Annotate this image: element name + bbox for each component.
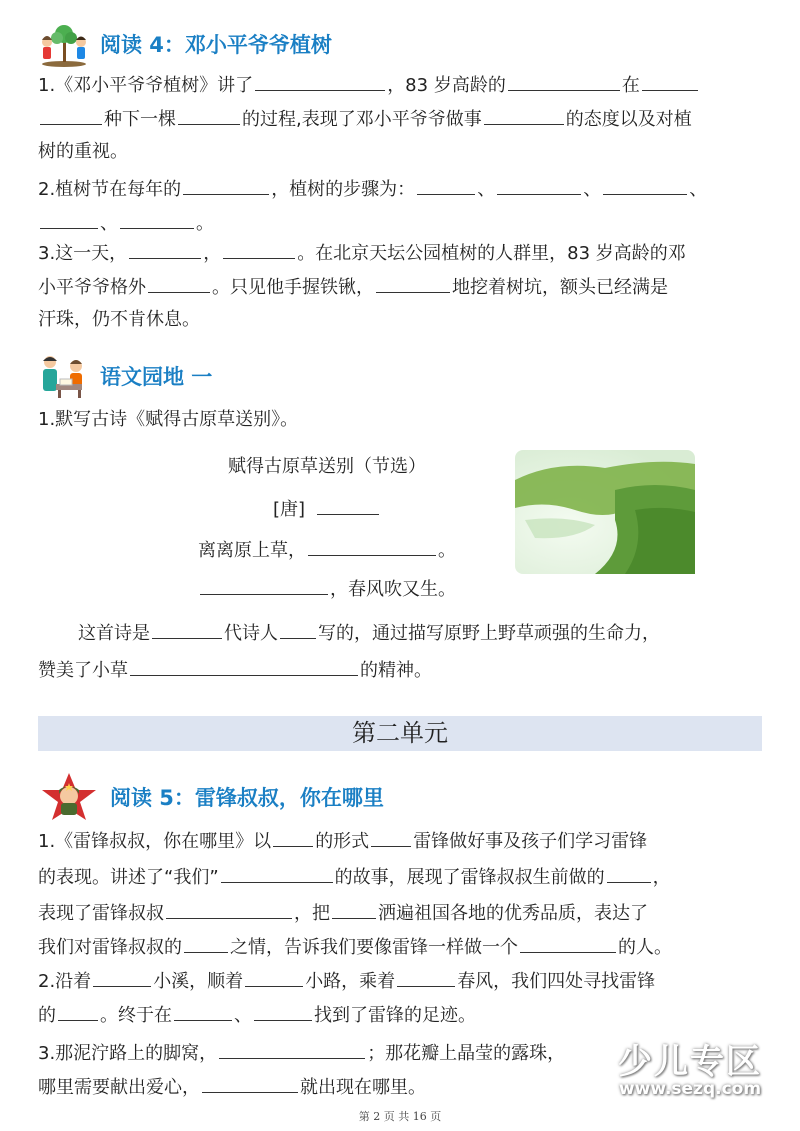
answer-blank[interactable] (497, 176, 581, 195)
question-text: ， (203, 243, 222, 264)
question-text: 汗珠，仍不肯休息。 (38, 309, 200, 330)
reading5-q1-line3 (38, 900, 648, 926)
reading4-q2-line1 (38, 176, 707, 202)
question-text: 的形式 (315, 831, 370, 852)
question-text: 表现了雷锋叔叔 (38, 903, 164, 924)
answer-blank[interactable] (166, 900, 292, 919)
question-text: 2.沿着 (38, 971, 92, 992)
separator: 、 (100, 213, 118, 234)
answer-blank[interactable] (200, 576, 328, 595)
answer-blank[interactable] (130, 657, 358, 676)
separator: 、 (477, 179, 496, 200)
answer-blank[interactable] (40, 210, 98, 229)
reading5-heading (38, 772, 384, 822)
reading4-q3-line1 (38, 240, 686, 266)
answer-blank[interactable] (332, 900, 376, 919)
question-text: 小平爷爷格外 (38, 277, 146, 298)
question-text: 雷锋做好事及孩子们学习雷锋 (413, 831, 648, 852)
question-text: 的精神。 (360, 660, 432, 681)
question-text: 写的，通过描写原野上野草顽强的生命力， (318, 623, 660, 644)
question-text: 洒遍祖国各地的优秀品质，表达了 (378, 903, 648, 924)
poem-note-line2 (38, 657, 432, 683)
poem-text: ，春风吹又生。 (330, 579, 456, 600)
question-text: 的故事，展现了雷锋叔叔生前做的 (334, 867, 605, 888)
answer-blank[interactable] (58, 1002, 98, 1021)
question-text: 小溪，顺着 (153, 971, 244, 992)
question-text: 之情，告诉我们要像雷锋一样做一个 (230, 937, 518, 958)
question-text: ，把 (294, 903, 330, 924)
answer-blank[interactable] (183, 176, 269, 195)
unit-2-banner: 第二单元 (38, 716, 762, 751)
answer-blank[interactable] (371, 828, 411, 847)
answer-blank[interactable] (607, 864, 651, 883)
poem-title-text: 赋得古原草送别（节选） (228, 456, 426, 477)
answer-blank[interactable] (280, 620, 316, 639)
answer-blank[interactable] (245, 968, 303, 987)
poem-text: 离离原上草， (198, 540, 306, 561)
separator: 、 (689, 179, 708, 200)
question-text: 的表现。讲述了“我们” (38, 867, 219, 888)
question-text: 树的重视。 (38, 141, 128, 162)
answer-blank[interactable] (148, 274, 210, 293)
reading4-title: 阅读 4：邓小平爷爷植树 (100, 33, 332, 57)
answer-blank[interactable] (255, 72, 385, 91)
reading4-q2-line2 (38, 210, 214, 236)
answer-blank[interactable] (174, 1002, 232, 1021)
question-text: 我们对雷锋叔叔的 (38, 937, 182, 958)
question-text: 1.《邓小平爷爷植树》讲了 (38, 75, 254, 96)
dynasty-label: [唐] (272, 499, 306, 520)
watermark-brand: 少儿专区 (618, 1042, 762, 1082)
question-text: 的态度以及对植 (565, 109, 692, 130)
question-text: 、 (234, 1005, 252, 1026)
poem-text: 。 (438, 540, 456, 561)
answer-blank[interactable] (178, 106, 240, 125)
question-text: 。只见他手握铁锹， (212, 277, 374, 298)
reading5-q2-line2 (38, 1002, 476, 1028)
answer-blank[interactable] (202, 1074, 298, 1093)
reading5-title: 阅读 5：雷锋叔叔，你在哪里 (110, 786, 384, 810)
answer-blank[interactable] (308, 537, 436, 556)
question-text: 3.那泥泞路上的脚窝， (38, 1043, 218, 1064)
answer-blank[interactable] (376, 274, 450, 293)
question-text: 种下一棵 (104, 109, 176, 130)
answer-blank[interactable] (221, 864, 333, 883)
question-text: 的过程,表现了邓小平爷爷做事 (242, 109, 482, 130)
question-text: 小路，乘着 (305, 971, 396, 992)
reading4-q1-line2 (38, 106, 692, 132)
question-text: 哪里需要献出爱心， (38, 1077, 200, 1098)
reading5-q2-line1 (38, 968, 655, 994)
answer-blank[interactable] (417, 176, 475, 195)
teacher-and-student-reading-icon (38, 352, 90, 400)
answer-blank[interactable] (520, 934, 616, 953)
separator: 、 (583, 179, 602, 200)
reading5-q3-line1 (38, 1040, 565, 1066)
question-text: 。在北京天坛公园植树的人群里，83 岁高龄的邓 (297, 243, 686, 264)
question-text: 。终于在 (100, 1005, 172, 1026)
reading5-q3-line2 (38, 1074, 426, 1100)
question-text: ；那花瓣上晶莹的露珠， (367, 1043, 566, 1064)
garden1-q1 (38, 408, 298, 432)
answer-blank[interactable] (184, 934, 228, 953)
site-watermark (590, 1034, 790, 1099)
answer-blank[interactable] (152, 620, 222, 639)
question-text: 1.《雷锋叔叔，你在哪里》以 (38, 831, 272, 852)
answer-blank[interactable] (120, 210, 194, 229)
grass-field-illustration (515, 450, 695, 574)
children-planting-tree-icon (38, 20, 90, 68)
answer-blank[interactable] (40, 106, 102, 125)
question-text: 代诗人 (224, 623, 278, 644)
question-text: 赞美了小草 (38, 660, 128, 681)
answer-blank[interactable] (219, 1040, 365, 1059)
question-text: 1.默写古诗《赋得古原草送别》。 (38, 409, 299, 430)
answer-blank[interactable] (223, 240, 295, 259)
answer-blank[interactable] (129, 240, 201, 259)
answer-blank[interactable] (397, 968, 455, 987)
reading4-q1-line3 (38, 140, 128, 164)
question-text: 这首诗是 (78, 623, 150, 644)
lei-feng-star-icon (38, 772, 100, 822)
watermark-url: www.sezq.com (618, 1079, 762, 1099)
question-text: ，83 岁高龄的 (387, 75, 506, 96)
garden1-heading (38, 352, 212, 400)
answer-blank[interactable] (93, 968, 151, 987)
question-text: ，植树的步骤为： (271, 179, 416, 200)
reading5-q1-line4 (38, 934, 672, 960)
reading4-q1-line1 (38, 72, 700, 98)
question-text: 的 (38, 1005, 56, 1026)
question-text: 的人。 (618, 937, 672, 958)
question-text: ， (652, 867, 671, 888)
answer-blank[interactable] (603, 176, 687, 195)
question-text: 春风，我们四处寻找雷锋 (457, 971, 656, 992)
answer-blank[interactable] (508, 72, 620, 91)
reading4-heading (38, 20, 332, 68)
question-text: 就出现在哪里。 (300, 1077, 426, 1098)
garden1-title: 语文园地 一 (100, 365, 213, 389)
question-text: 在 (621, 75, 640, 96)
separator: 。 (196, 213, 214, 234)
poem-line2 (0, 576, 657, 602)
answer-blank[interactable] (273, 828, 313, 847)
question-text: 2.植树节在每年的 (38, 179, 182, 200)
reading4-q3-line2 (38, 274, 668, 300)
answer-blank[interactable] (484, 106, 564, 125)
poem-note-line1 (78, 620, 660, 646)
answer-blank[interactable] (642, 72, 698, 91)
page-footer: 第 2 页 共 16 页 (358, 1110, 442, 1123)
reading5-q1-line1 (38, 828, 647, 854)
question-text: 3.这一天， (38, 243, 128, 264)
reading4-q3-line3 (38, 308, 200, 332)
question-text: 地挖着树坑，额头已经满是 (452, 277, 668, 298)
reading5-q1-line2 (38, 864, 671, 890)
question-text: 找到了雷锋的足迹。 (314, 1005, 476, 1026)
author-blank[interactable] (317, 496, 379, 515)
answer-blank[interactable] (254, 1002, 312, 1021)
